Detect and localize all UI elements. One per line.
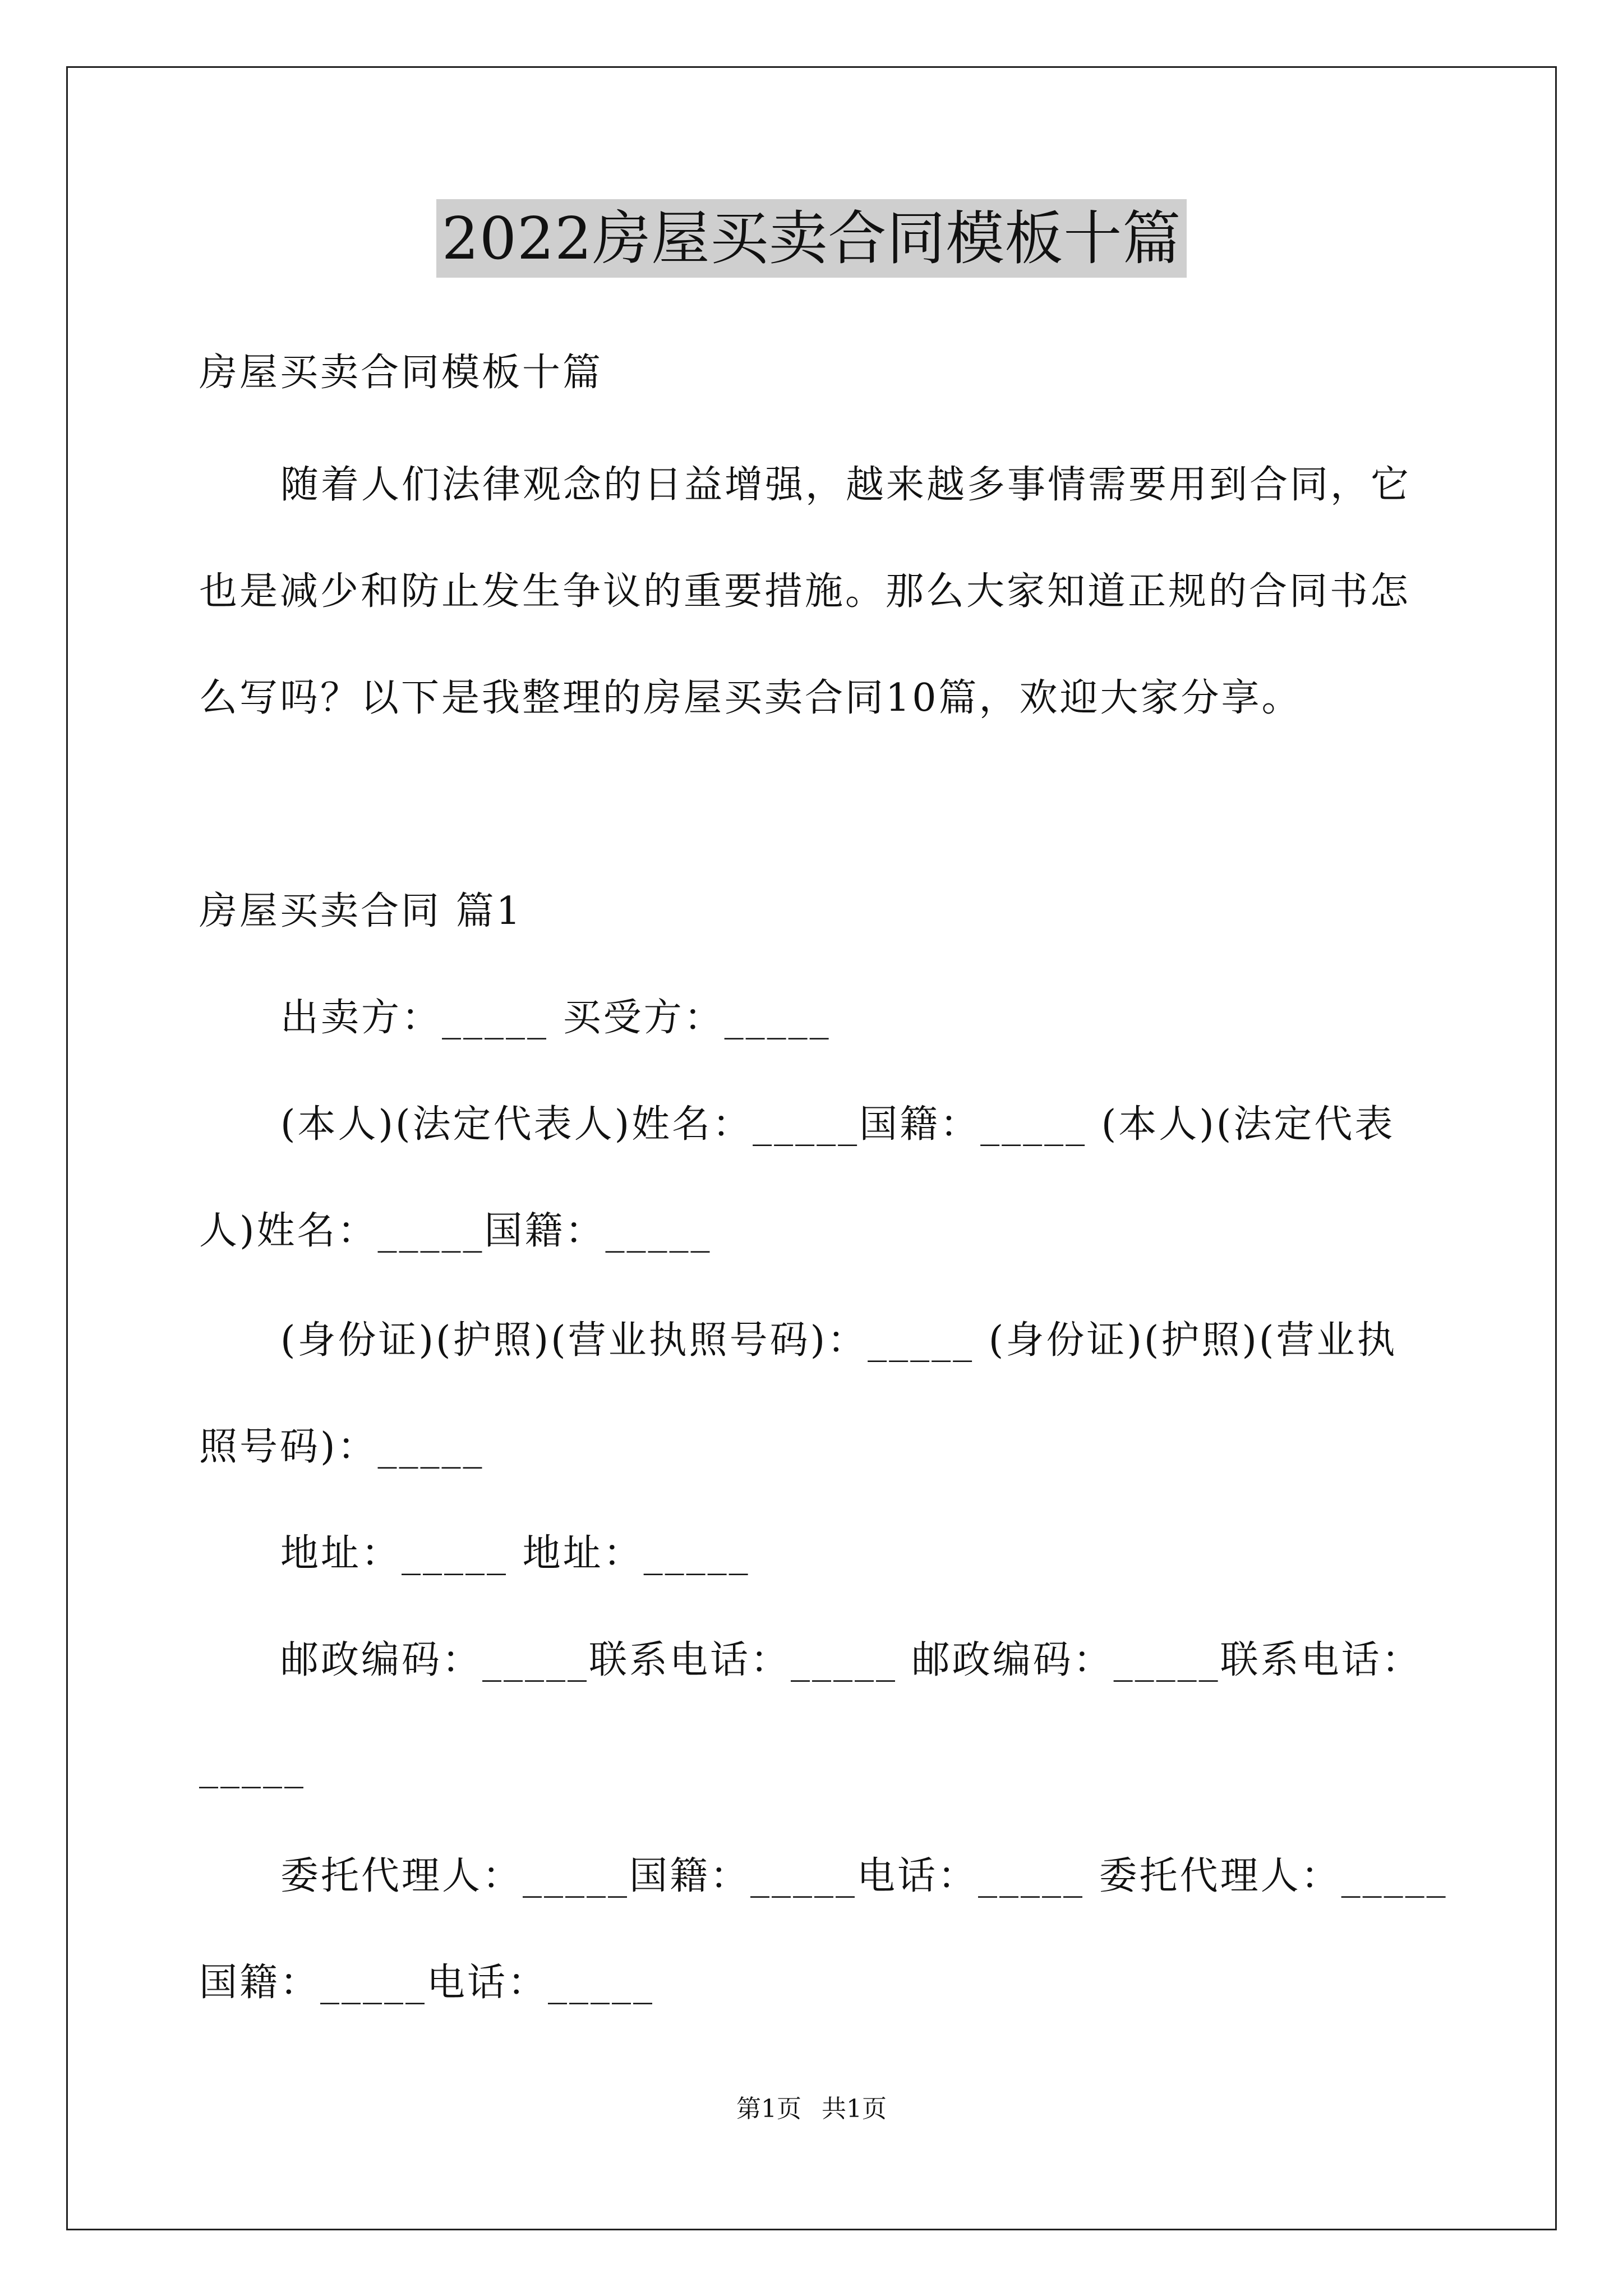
contract-line-name-1: (本人)(法定代表人)姓名：_____国籍：_____ (本人)(法定代表 xyxy=(280,1102,1395,1147)
contract-line-name-2: 人)姓名：_____国籍：_____ xyxy=(199,1209,712,1253)
intro-line-3: 么写吗？以下是我整理的房屋买卖合同10篇，欢迎大家分享。 xyxy=(199,676,1302,720)
contract-line-address: 地址：_____ 地址：_____ xyxy=(280,1531,750,1576)
title-container xyxy=(0,199,1623,278)
contract-line-postal-2: _____ xyxy=(199,1745,306,1789)
section-heading: 房屋买卖合同 篇1 xyxy=(199,889,523,933)
document-title: 2022房屋买卖合同模板十篇 xyxy=(436,199,1187,278)
document-subtitle: 房屋买卖合同模板十篇 xyxy=(199,351,603,395)
contract-line-agent-1: 委托代理人：_____国籍：_____电话：_____ 委托代理人：_____ xyxy=(280,1854,1448,1898)
contract-line-agent-2: 国籍：_____电话：_____ xyxy=(199,1961,655,2005)
contract-line-parties: 出卖方：_____ 买受方：_____ xyxy=(280,996,831,1040)
intro-line-1: 随着人们法律观念的日益增强，越来越多事情需要用到合同，它 xyxy=(280,463,1412,507)
contract-line-id-1: (身份证)(护照)(营业执照号码)：_____ (身份证)(护照)(营业执 xyxy=(280,1318,1398,1363)
page-footer: 第1页 共1页 xyxy=(736,2095,887,2123)
intro-line-2: 也是减少和防止发生争议的重要措施。那么大家知道正规的合同书怎 xyxy=(199,569,1411,614)
contract-line-id-2: 照号码)：_____ xyxy=(199,1425,485,1469)
contract-line-postal-1: 邮政编码：_____联系电话：_____ 邮政编码：_____联系电话： xyxy=(280,1638,1422,1682)
